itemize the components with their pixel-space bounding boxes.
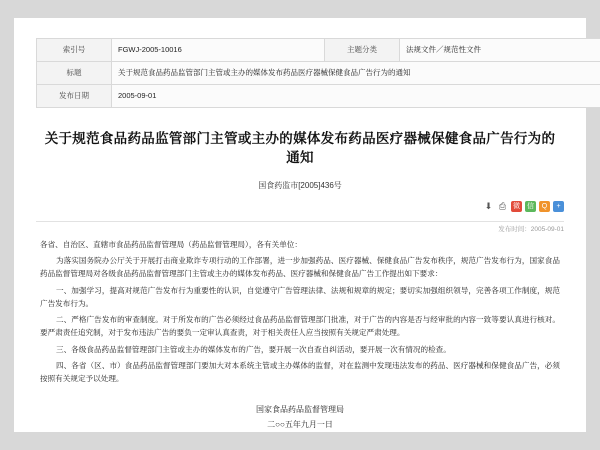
- share-icon-group: [483, 201, 564, 212]
- meta-label-title: 标题: [37, 62, 112, 85]
- paragraph-intro: 为落实国务院办公厅关于开展打击商业欺诈专项行动的工作部署，进一步加强药品、医疗器械、保健食品广告发布秩序，规范广告发布行为，国家食品药品监督管理局对各级食品药品监督管理部门主管或主办的媒体发布药品、医疗器械和保健食品广告工作提出如下要求：: [40, 256, 560, 279]
- print-icon[interactable]: ⎙: [498, 200, 507, 211]
- meta-label-category: 主题分类: [325, 39, 400, 62]
- share-weibo-icon[interactable]: 微: [513, 202, 520, 210]
- document-page: [14, 18, 586, 432]
- paragraph-item-1: 一、加强学习，提高对规范广告发布行为重要性的认识，自觉遵守广告管理法律、法规和规章的规定；要切实加强组织领导，完善各项工作制度，规范广告发布行为。: [40, 285, 560, 308]
- paragraph-item-4: 四、各省（区、市）食品药品监督管理部门要加大对本系统主管或主办媒体的监督，对在监测中发现违法发布的药品、医疗器械和保健食品广告，必须按照有关规定予以处理。: [40, 361, 560, 384]
- meta-value-title: 关于规范食品药品监管部门主管或主办的媒体发布药品医疗器械保健食品广告行为的通知: [112, 62, 600, 85]
- meta-value-date: 2005-09-01: [112, 85, 600, 108]
- signature-date: 二○○五年九月一日: [267, 419, 333, 429]
- document-toolbar: [36, 201, 564, 217]
- meta-value-category: 法规文件／规范性文件: [400, 39, 600, 62]
- page-title: 关于规范食品药品监管部门主管或主办的媒体发布药品医疗器械保健食品广告行为的通知: [44, 131, 556, 165]
- meta-value-index: FGWJ-2005-10016: [112, 39, 325, 62]
- share-wechat-icon[interactable]: 信: [527, 202, 534, 210]
- share-more-icon[interactable]: +: [553, 201, 564, 212]
- header-divider: [36, 221, 564, 236]
- publish-date: 发布时间：2005-09-01: [498, 225, 564, 233]
- document-number: 国食药监市[2005]436号: [258, 180, 342, 190]
- meta-label-date: 发布日期: [37, 85, 112, 108]
- meta-label-index: 索引号: [37, 39, 112, 62]
- share-qzone-icon[interactable]: Q: [539, 201, 550, 212]
- document-body: [40, 238, 560, 386]
- download-icon[interactable]: ⬇: [484, 200, 493, 211]
- table-row: [37, 39, 600, 62]
- table-row: [37, 62, 600, 85]
- paragraph-salutation: 各省、自治区、直辖市食品药品监督管理局（药品监督管理局），各有关单位：: [40, 239, 302, 249]
- metadata-table: [36, 38, 600, 108]
- document-signature: [40, 402, 560, 432]
- paragraph-item-3: 三、各级食品药品监督管理部门主管或主办的媒体发布的广告，要开展一次自查自纠活动，要开展一次有情况的检查。: [56, 344, 451, 354]
- signature-organization: 国家食品药品监督管理局: [256, 404, 344, 414]
- table-row: [37, 85, 600, 108]
- paragraph-item-2: 二、严格广告发布的审查制度。对于所发布的广告必须经过食品药品监督管理部门批准，对于广告的内容是否与经审批的内容一致等要认真进行核对。要严肃责任追究制，对于发布违法广告的要负一定审认真查责，对于相关责任人应当按照有关规定严肃处理。: [40, 315, 560, 338]
